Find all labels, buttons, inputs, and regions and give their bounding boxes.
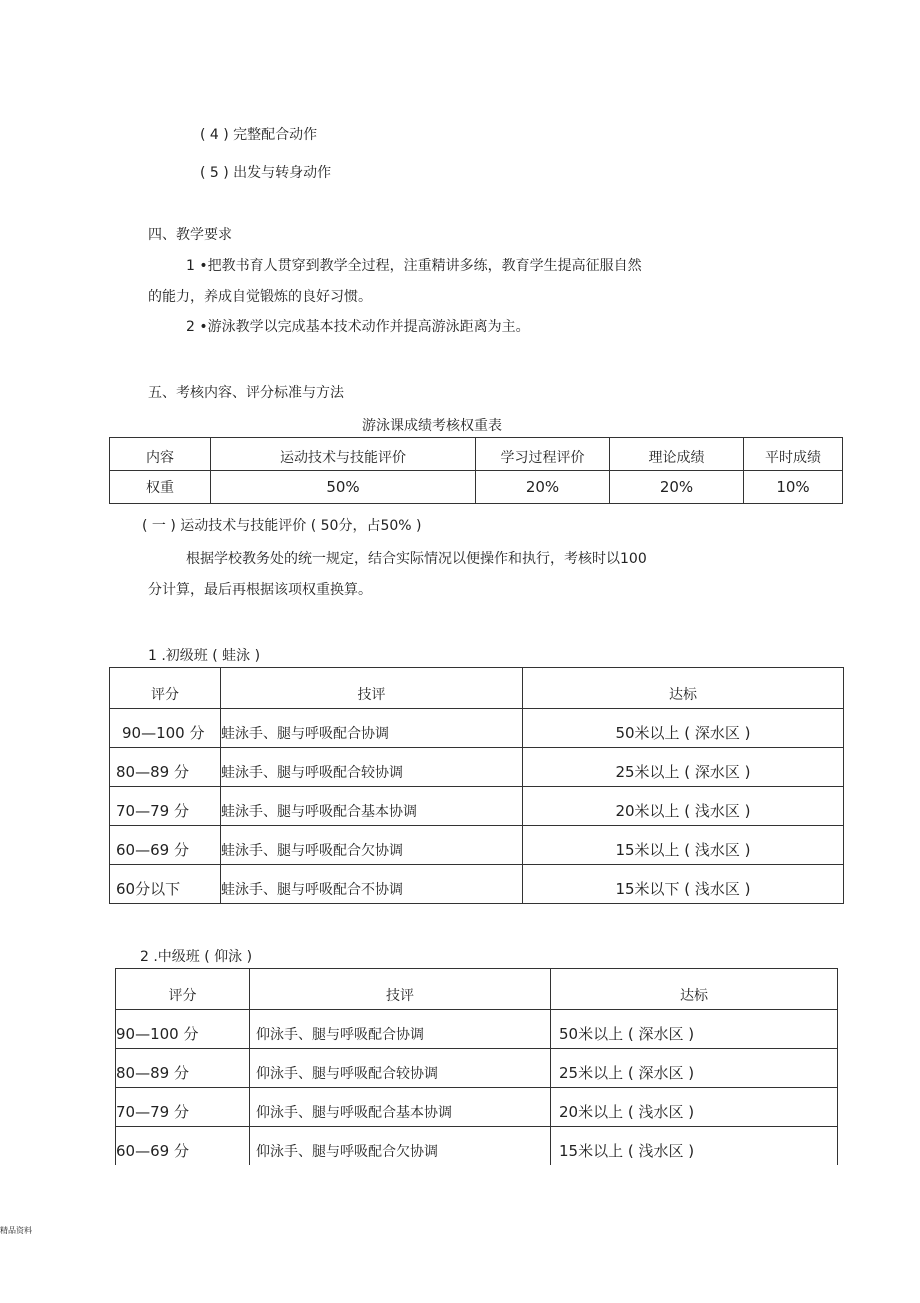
table-row — [116, 1127, 838, 1165]
list-item-4: ( 4 ) 完整配合动作 — [200, 127, 318, 143]
technique-cell: 仰泳手、腿与呼吸配合欠协调 — [250, 1127, 551, 1165]
footer-label: 精品资料 — [0, 1226, 32, 1235]
technique-cell: 仰泳手、腿与呼吸配合协调 — [250, 1010, 551, 1049]
weight-table — [109, 437, 843, 504]
subsection-1-line-1: 根据学校教务处的统一规定，结合实际情况以便操作和执行，考核时以100 — [186, 551, 647, 567]
standard-cell: 25米以上 ( 深水区 ) — [551, 1049, 838, 1088]
weight-table-header-row — [110, 438, 843, 471]
technique-cell: 蛙泳手、腿与呼吸配合协调 — [221, 709, 523, 748]
technique-cell: 蛙泳手、腿与呼吸配合不协调 — [221, 865, 523, 904]
score-cell: 60—69 分 — [110, 826, 221, 865]
header-cell: 平时成绩 — [744, 438, 843, 471]
table-header-row — [116, 969, 838, 1010]
header-cell: 技评 — [250, 969, 551, 1010]
standard-cell: 50米以上 ( 深水区 ) — [523, 709, 844, 748]
technique-cell: 蛙泳手、腿与呼吸配合较协调 — [221, 748, 523, 787]
standard-cell: 15米以上 ( 浅水区 ) — [551, 1127, 838, 1165]
score-cell: 90—100 分 — [110, 709, 221, 748]
standard-cell: 20米以上 ( 浅水区 ) — [551, 1088, 838, 1127]
header-cell: 学习过程评价 — [476, 438, 610, 471]
intermediate-class-title: 2 .中级班 ( 仰泳 ) — [140, 949, 253, 965]
header-cell: 理论成绩 — [610, 438, 744, 471]
header-cell: 运动技术与技能评价 — [211, 438, 476, 471]
section-5-heading: 五、考核内容、评分标准与方法 — [148, 385, 344, 401]
technique-cell: 蛙泳手、腿与呼吸配合欠协调 — [221, 826, 523, 865]
header-cell: 评分 — [116, 969, 250, 1010]
weight-table-caption: 游泳课成绩考核权重表 — [362, 418, 502, 434]
row-label-cell: 权重 — [110, 471, 211, 504]
header-cell: 内容 — [110, 438, 211, 471]
header-cell: 评分 — [110, 668, 221, 709]
section-4-heading: 四、教学要求 — [148, 227, 232, 243]
value-cell: 20% — [610, 471, 744, 504]
requirement-1-line-2: 的能力，养成自觉锻炼的良好习惯。 — [148, 289, 372, 305]
beginner-grading-table — [109, 667, 844, 904]
value-cell: 10% — [744, 471, 843, 504]
score-cell: 80—89 分 — [110, 748, 221, 787]
standard-cell: 25米以上 ( 深水区 ) — [523, 748, 844, 787]
score-cell: 60分以下 — [110, 865, 221, 904]
table-row — [110, 865, 844, 904]
table-row — [110, 826, 844, 865]
technique-cell: 蛙泳手、腿与呼吸配合基本协调 — [221, 787, 523, 826]
score-cell: 70—79 分 — [116, 1088, 250, 1127]
subsection-1-heading: ( 一 ) 运动技术与技能评价 ( 50分，占50% ) — [142, 518, 422, 534]
table-row — [110, 787, 844, 826]
standard-cell: 20米以上 ( 浅水区 ) — [523, 787, 844, 826]
standard-cell: 15米以上 ( 浅水区 ) — [523, 826, 844, 865]
table-row — [116, 1010, 838, 1049]
subsection-1-line-2: 分计算，最后再根据该项权重换算。 — [148, 582, 372, 598]
header-cell: 技评 — [221, 668, 523, 709]
table-header-row — [110, 668, 844, 709]
intermediate-grading-table — [115, 968, 838, 1165]
value-cell: 50% — [211, 471, 476, 504]
weight-table-row — [110, 471, 843, 504]
header-cell: 达标 — [551, 969, 838, 1010]
table-row — [116, 1049, 838, 1088]
technique-cell: 仰泳手、腿与呼吸配合基本协调 — [250, 1088, 551, 1127]
standard-cell: 50米以上 ( 深水区 ) — [551, 1010, 838, 1049]
technique-cell: 仰泳手、腿与呼吸配合较协调 — [250, 1049, 551, 1088]
table-row — [110, 748, 844, 787]
requirement-1-line-1: 1 •把教书育人贯穿到教学全过程，注重精讲多练，教育学生提高征服自然 — [186, 258, 642, 274]
standard-cell: 15米以下 ( 浅水区 ) — [523, 865, 844, 904]
requirement-2: 2 •游泳教学以完成基本技术动作并提高游泳距离为主。 — [186, 319, 530, 335]
value-cell: 20% — [476, 471, 610, 504]
score-cell: 60—69 分 — [116, 1127, 250, 1165]
table-row — [110, 709, 844, 748]
beginner-class-title: 1 .初级班 ( 蛙泳 ) — [148, 648, 261, 664]
table-row — [116, 1088, 838, 1127]
score-cell: 80—89 分 — [116, 1049, 250, 1088]
header-cell: 达标 — [523, 668, 844, 709]
score-cell: 90—100 分 — [116, 1010, 250, 1049]
score-cell: 70—79 分 — [110, 787, 221, 826]
list-item-5: ( 5 ) 出发与转身动作 — [200, 165, 332, 181]
